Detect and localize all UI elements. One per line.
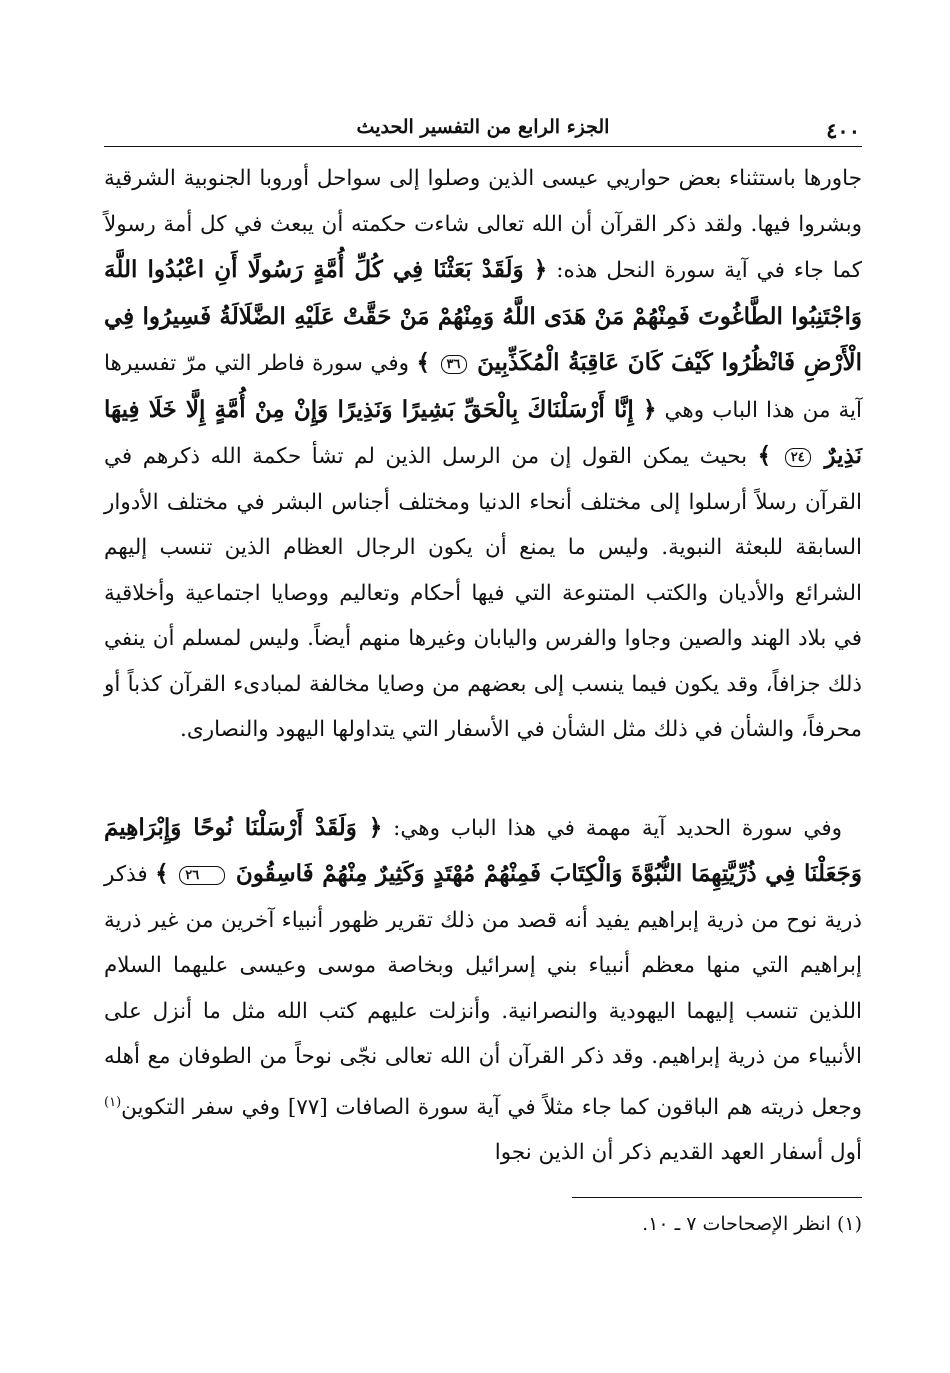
book-page (104, 112, 862, 1312)
paragraph-2-text-b: فذكر ذرية نوح من ذرية إبراهيم يفيد أنه قصد من ذلك تقرير ظهور أنبياء آخرين من غير ذرية إبراهيم التي منها معظم أنبياء بني إسرائيل وبخاصة موسى وعيسى عليهما السلام اللذين تنسب إليهما اليهودية والنصرانية. وأنزلت عليهم كتب الله مثل ما أنزل على الأنبياء من ذرية إبراهيم. وقد ذكر القرآن أن الله تعالى نجّى نوحاً من الطوفان مع أهله وجعل ذريته هم الباقون كما جاء مثلاً في آية سورة الصافات [٧٧] وفي سفر التكوين (104, 862, 862, 1120)
running-title: الجزء الرابع من التفسير الحديث (356, 116, 610, 138)
verse-number-24: ٢٤ (785, 448, 811, 467)
running-header (104, 112, 862, 147)
footnote: (١) انظر الإصحاحات ٧ ـ ١٠. (642, 1213, 862, 1235)
quran-close-bracket: ﴾ (155, 860, 169, 887)
quran-close-bracket: ﴾ (416, 349, 430, 376)
footnote-divider (572, 1197, 862, 1198)
paragraph-1-text-b: وفي سورة فاطر التي مرّ تفسيرها آية من هذا الباب وهي (104, 351, 862, 423)
quran-close-bracket: ﴾ (757, 442, 772, 469)
footnote-reference: (١) (104, 1094, 122, 1110)
paragraph-1 (104, 156, 862, 753)
quran-verse-nahl-text: ﴿ وَلَقَدْ بَعَثْنَا فِي كُلِّ أُمَّةٍ رَسُولًا أَنِ اعْبُدُوا اللَّهَ وَاجْتَنِبُوا الطَّاغُوتَ فَمِنْهُمْ مَنْ هَدَى اللَّهُ وَمِنْهُمْ مَنْ حَقَّتْ عَلَيْهِ الضَّلَالَةُ فَسِيرُوا فِي الْأَرْضِ فَانْظُرُوا كَيْفَ كَانَ عَاقِبَةُ الْمُكَذِّبِينَ (104, 256, 862, 376)
paragraph-2-text-c: أول أسفار العهد القديم ذكر أن الذين نجوا (494, 1140, 862, 1166)
paragraph-2-text-a: وفي سورة الحديد آية مهمة في هذا الباب وهي: (393, 815, 842, 841)
paragraph-1-text-a: جاورها باستثناء بعض حواريي عيسى الذين وصلوا إلى سواحل أوروبا الجنوبية الشرقية وبشروا فيها. ولقد ذكر القرآن أن الله تعالى شاءت حكمته أن يبعث في كل أمة رسولاً كما جاء في آية سورة النحل هذه: (104, 166, 862, 283)
quran-verse-fatir-text: ﴿ إِنَّا أَرْسَلْنَاكَ بِالْحَقِّ بَشِيرًا وَنَذِيرًا وَإِنْ مِنْ أُمَّةٍ إِلَّا خَلَا فِيهَا نَذِيرٌ (104, 395, 863, 469)
verse-number-26: ٢٦ (179, 866, 225, 885)
page-number: ٤٠٠ (826, 118, 860, 143)
verse-number-36: ٣٦ (441, 355, 467, 374)
quran-verse-hadid-text: ﴿ وَلَقَدْ أَرْسَلْنَا نُوحًا وَإِبْرَاهِيمَ وَجَعَلْنَا فِي ذُرِّيَّتِهِمَا النُّبُوَّةَ وَالْكِتَابَ فَمِنْهُمْ مُهْتَدٍ وَكَثِيرٌ مِنْهُمْ فَاسِقُونَ (104, 813, 862, 887)
paragraph-2 (104, 805, 862, 1176)
paragraph-1-text-c: بحيث يمكن القول إن من الرسل الذين لم تشأ حكمة الله ذكرهم في القرآن رسلاً أرسلوا إلى مختلف أنحاء الدنيا ومختلف أجناس البشر في مختلف الأدوار السابقة للبعثة النبوية. وليس ما يمنع أن يكون الرجال العظام الذين تنسب إليهم الشرائع والأديان والكتب المتنوعة التي فيها أحكام وتعاليم ووصايا اجتماعية وأخلاقية في بلاد الهند والصين وجاوا والفرس واليابان وغيرها منهم أيضاً. وليس لمسلم أن ينفي ذلك جزافاً، وقد يكون فيما ينسب إلى بعضهم من وصايا مخالفة لمبادىء القرآن كذباً أو محرفاً، والشأن في ذلك مثل الشأن في الأسفار التي يتداولها اليهود والنصارى. (104, 444, 862, 742)
